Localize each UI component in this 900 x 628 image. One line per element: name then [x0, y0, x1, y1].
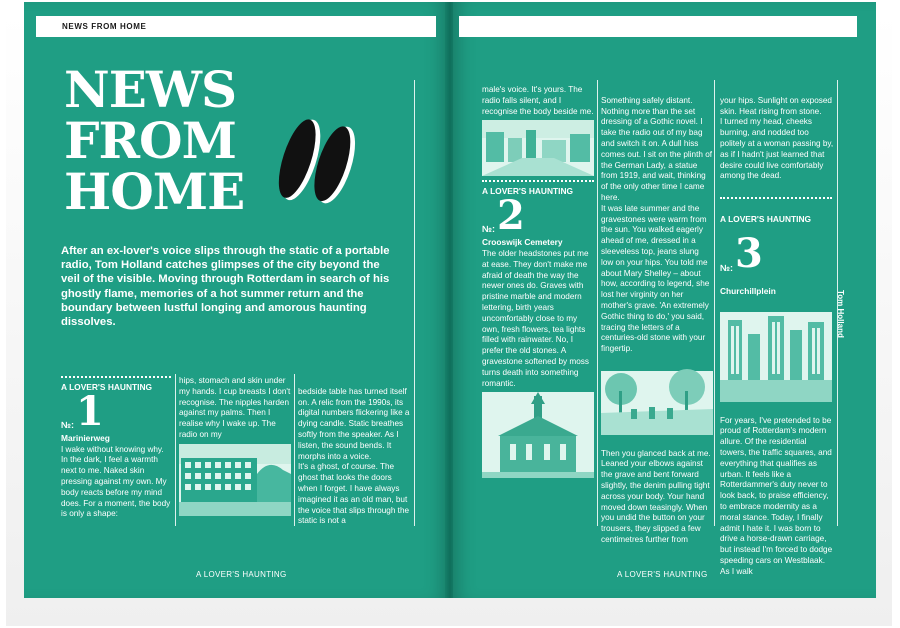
title-line-1: NEWS: [64, 60, 237, 119]
quote-marks-icon: [266, 114, 362, 210]
footer-running-title: A LOVER'S HAUNTING: [196, 570, 287, 579]
left-column-1: [61, 376, 171, 532]
column-rule: [175, 374, 176, 526]
right-column-1: [482, 85, 594, 535]
cemetery-photo: [601, 371, 713, 435]
title-line-3: HOME: [64, 162, 245, 221]
section-header-bar: [36, 16, 436, 37]
column-rule: [597, 80, 598, 526]
body-text: For years, I've pretended to be proud of Rotterdam's modern allure. Of the residential towers, the traffic squares, and everything that qualifies as urban. It feels like a Rotterdammer's duty never to look back, to praise efficiency, to embrace modernity as a moral stance. Today, I finally admit I hate it. I was born to drive a horse-drawn carriage, but instead I'm forced to dodge speeding cars on Westblaak. As I walk: [720, 415, 833, 576]
body-text: bedside table has turned itself on. A relic from the 1990s, its digital numbers flickering like a dying candle. Static breathes softly from the speaker. As I listen, the sound bends. It morphs into a voice. It's a ghost, of course. The ghost that looks the doors when I forget. I have always imagined it as an old man, but the voice that slips through the static is not a: [298, 386, 410, 526]
city-street-photo: [482, 120, 594, 176]
number-label: №:: [61, 420, 75, 430]
body-text: Then you glanced back at me. Leaned your elbows against the grave and bent forward slightly, the denim pulling tight across your body. Your hand moved down teasingly. When you undid the button on your trousers, they slipped a few centimetres further from: [601, 448, 711, 544]
body-text: The older headstones put me at ease. They don't make me afraid of death the way the newer ones do. Graves with pristine marble and modern lettering, birth years uncomfortably close to my own, fresh flowers, tea lights filled with rainwater. No, I prefer the old stones. A gravestone softened by moss turns death into something romantic.: [482, 248, 589, 388]
body-text: I wake without knowing why. In the dark, I feel a warmth next to me. Naked skin pressing against my own. My body reacts before my mind does. For a moment, the body is only a shape:: [61, 444, 171, 519]
column-rule: [714, 80, 715, 526]
right-column-2: [601, 85, 713, 544]
body-text: hips, stomach and skin under my hands. I cup breasts I don't recognise. The nipples harden against my palms. Then I realise why I wake up. The radio on my: [179, 376, 291, 439]
haunting-kicker: A LOVER'S HAUNTING: [61, 382, 153, 392]
number-label: №:: [482, 224, 496, 235]
column-rule: [414, 80, 415, 526]
intro-paragraph: After an ex-lover's voice slips through the static of a portable radio, Tom Holland catches glimpses of the city beyond the veil of the visible. Moving through Rotterdam in search of his ghostly flame, memories of a hot summer return and the boundary between lustful longing and amorous haunting dissolves.: [61, 245, 390, 329]
haunting-kicker: A LOVER'S HAUNTING: [720, 213, 812, 224]
church-photo: [482, 392, 594, 478]
right-page: [453, 2, 876, 598]
haunting-number-row: [482, 192, 594, 240]
city-aerial-photo: [720, 312, 832, 402]
place-name: Crooswijk Cemetery: [482, 237, 563, 248]
haunting-number: 3: [735, 230, 763, 278]
body-text: your hips. Sunlight on exposed skin. Heat rising from stone. I turned my head, cheeks burning, and nodded too politely at a woman passing by, as if I hadn't just learned that desire could live comfortably among the dead.: [720, 95, 834, 181]
dotted-divider: [720, 197, 832, 199]
haunting-kicker: A LOVER'S HAUNTING: [482, 186, 574, 197]
header-bar: [459, 16, 857, 37]
haunting-number: 1: [76, 387, 104, 435]
number-label: №:: [720, 262, 734, 273]
body-text: Something safely distant. Nothing more than the set dressing of a Gothic novel. I take the radio out of my bag and switch it on. A dull hiss comes out. I sit on the plinth of the German Lady, a statue from 1919, and wait, thinking of the only other time I came here. It was late summer and the gravestones were warm from the sun. You walked eagerly ahead of me, dressed in a sleeveless top, jeans slung low on your hips. You told me about Mary Shelley – about how, according to legend, she lost her virginity on her mother's grave. 'An extremely Gothic thing to do,' you said, tracing the letters of a centuries-old stone with your fingertip.: [601, 95, 713, 354]
apartment-block-photo: [179, 444, 291, 516]
footer-running-title: A LOVER'S HAUNTING: [617, 570, 708, 579]
dotted-divider: [61, 376, 171, 378]
haunting-number-row: [720, 230, 834, 278]
dotted-divider: [482, 180, 594, 182]
author-byline-vertical: Tom Holland: [836, 290, 845, 338]
left-page: [24, 2, 447, 598]
left-column-2: [179, 376, 291, 532]
title-line-2: FROM: [64, 111, 236, 170]
section-label: NEWS FROM HOME: [62, 22, 147, 31]
place-name: Churchillplein: [720, 286, 776, 297]
right-column-3: [720, 85, 834, 576]
body-text: male's voice. It's yours. The radio falls silent, and I recognise the body beside me.: [482, 85, 594, 116]
feature-title: [64, 60, 264, 221]
left-column-3: [298, 376, 410, 532]
haunting-number: 2: [497, 192, 525, 240]
place-name: Marinierweg: [61, 432, 110, 443]
column-rule: [294, 374, 295, 526]
